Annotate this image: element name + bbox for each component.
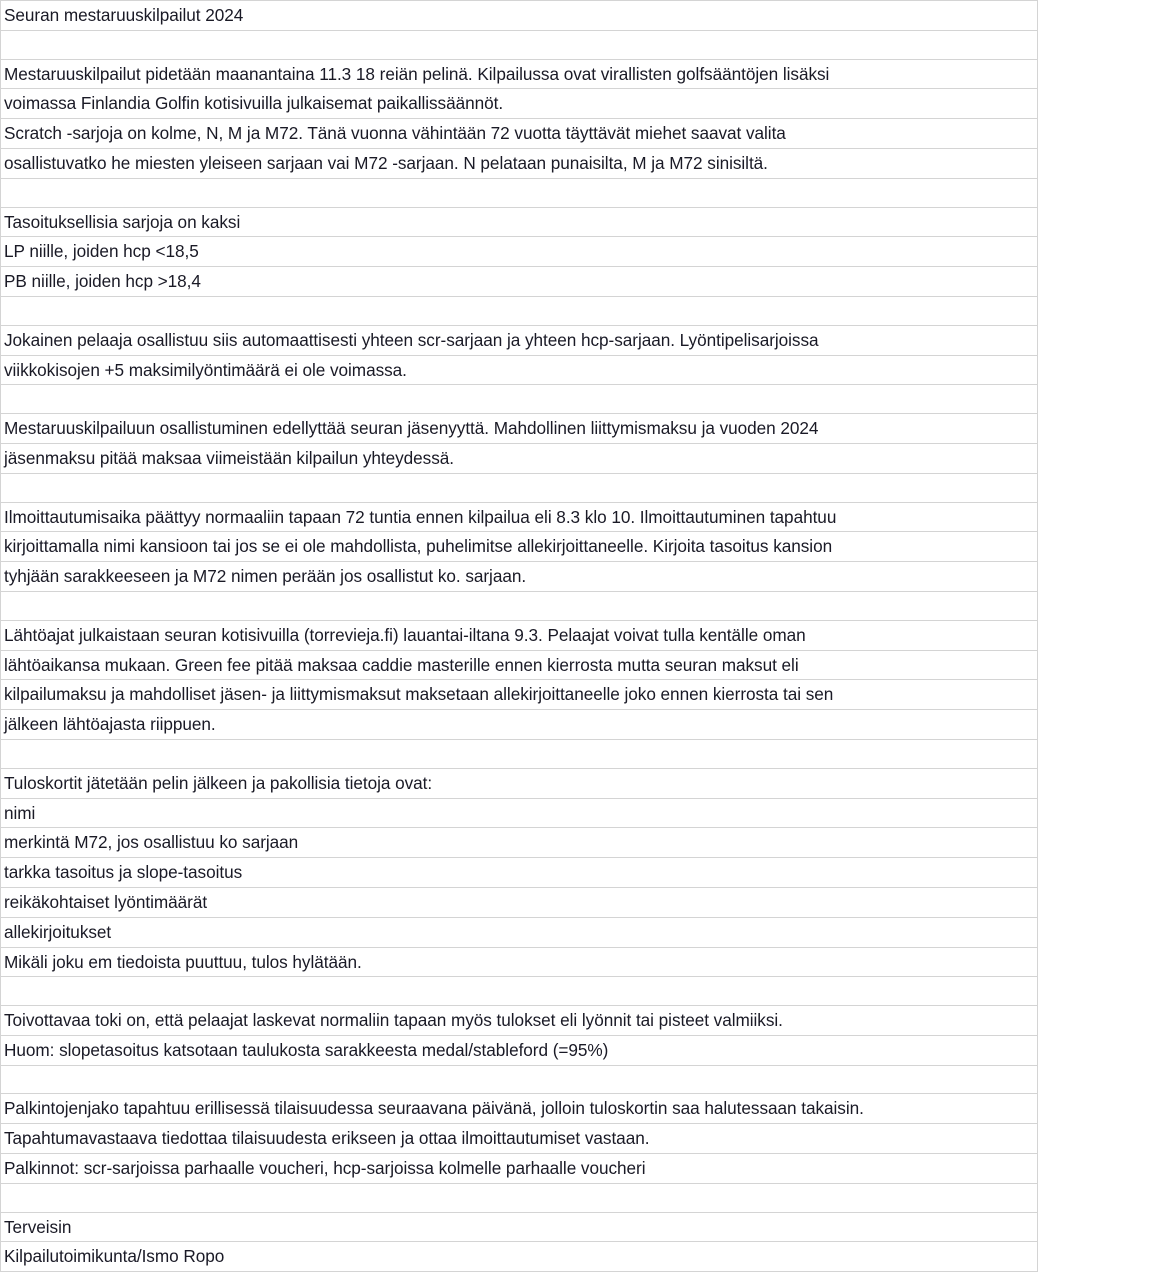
cell-text: Tasoituksellisia sarjoja on kaksi: [4, 211, 241, 232]
sheet-row: [1, 947, 1038, 977]
sheet-cell[interactable]: [1, 710, 1038, 740]
sheet-cell[interactable]: [1, 562, 1038, 592]
sheet-cell[interactable]: [1, 355, 1038, 385]
sheet-cell[interactable]: [1, 148, 1038, 178]
sheet-row: [1, 89, 1038, 119]
sheet-row: [1, 148, 1038, 178]
cell-text: Ilmoittautumisaika päättyy normaaliin tapaan 72 tuntia ennen kilpailua eli 8.3 klo 10. Ilmoittautuminen tapahtuu: [4, 506, 837, 527]
cell-text: Kilpailutoimikunta/Ismo Ropo: [4, 1246, 225, 1267]
sheet-row: [1, 1006, 1038, 1036]
sheet-row: [1, 59, 1038, 89]
sheet-row: [1, 739, 1038, 768]
sheet-row: [1, 207, 1038, 237]
sheet-row: [1, 119, 1038, 149]
sheet-cell[interactable]: [1, 768, 1038, 798]
sheet-row: [1, 1094, 1038, 1124]
sheet-cell-empty[interactable]: [1, 30, 1038, 59]
sheet-cell-empty[interactable]: [1, 977, 1038, 1006]
sheet-row: [1, 650, 1038, 680]
sheet-row: [1, 710, 1038, 740]
cell-text: Scratch -sarjoja on kolme, N, M ja M72. Tänä vuonna vähintään 72 vuotta täyttävät miehet saavat valita: [4, 123, 786, 144]
sheet-cell[interactable]: [1, 887, 1038, 917]
cell-text: Mestaruuskilpailuun osallistuminen edellyttää seuran jäsenyyttä. Mahdollinen liittymismaksu ja vuoden 2024: [4, 418, 819, 439]
sheet-cell[interactable]: [1, 502, 1038, 532]
cell-text: LP niille, joiden hcp <18,5: [4, 241, 199, 262]
sheet-row: [1, 828, 1038, 858]
sheet-cell[interactable]: [1, 1094, 1038, 1124]
sheet-cell[interactable]: [1, 858, 1038, 888]
sheet-cell[interactable]: [1, 1006, 1038, 1036]
sheet-row: [1, 977, 1038, 1006]
sheet-row: [1, 887, 1038, 917]
cell-text: kilpailumaksu ja mahdolliset jäsen- ja liittymismaksut maksetaan allekirjoittaneelle joko ennen kierrosta tai sen: [4, 684, 834, 705]
cell-text: jäsenmaksu pitää maksaa viimeistään kilpailun yhteydessä.: [4, 447, 454, 468]
cell-text: nimi: [4, 802, 36, 823]
sheet-cell[interactable]: [1, 267, 1038, 297]
sheet-row: [1, 680, 1038, 710]
sheet-row: [1, 858, 1038, 888]
sheet-cell-empty[interactable]: [1, 385, 1038, 414]
cell-text: allekirjoitukset: [4, 921, 112, 942]
sheet-cell-empty[interactable]: [1, 739, 1038, 768]
sheet-cell[interactable]: [1, 1124, 1038, 1154]
sheet-cell[interactable]: [1, 443, 1038, 473]
sheet-row: [1, 917, 1038, 947]
sheet-cell[interactable]: [1, 1154, 1038, 1184]
sheet-row: [1, 1065, 1038, 1094]
sheet-row: [1, 768, 1038, 798]
sheet-row: [1, 1124, 1038, 1154]
sheet-row: [1, 237, 1038, 267]
sheet-cell-empty[interactable]: [1, 1065, 1038, 1094]
sheet-cell-empty[interactable]: [1, 1183, 1038, 1212]
sheet-row: [1, 325, 1038, 355]
sheet-cell[interactable]: [1, 798, 1038, 828]
cell-text: viikkokisojen +5 maksimilyöntimäärä ei ole voimassa.: [4, 359, 407, 380]
sheet-grid-body: [1, 1, 1038, 1272]
sheet-row: [1, 296, 1038, 325]
cell-text: Tapahtumavastaava tiedottaa tilaisuudesta erikseen ja ottaa ilmoittautumiset vastaan.: [4, 1128, 650, 1149]
sheet-row: [1, 620, 1038, 650]
sheet-cell[interactable]: [1, 532, 1038, 562]
sheet-row: [1, 443, 1038, 473]
sheet-row: [1, 178, 1038, 207]
sheet-cell[interactable]: [1, 947, 1038, 977]
sheet-cell[interactable]: [1, 89, 1038, 119]
cell-text: PB niille, joiden hcp >18,4: [4, 271, 201, 292]
sheet-cell[interactable]: [1, 1242, 1038, 1272]
sheet-row: [1, 355, 1038, 385]
cell-text: Toivottavaa toki on, että pelaajat laskevat normaliin tapaan myös tulokset eli lyönnit tai pisteet valmiiksi.: [4, 1010, 783, 1031]
sheet-cell[interactable]: [1, 1035, 1038, 1065]
sheet-row: [1, 591, 1038, 620]
sheet-cell-empty[interactable]: [1, 591, 1038, 620]
cell-text: Lähtöajat julkaistaan seuran kotisivuilla (torrevieja.fi) lauantai-iltana 9.3. Pelaajat voivat tulla kentälle oman: [4, 624, 806, 645]
sheet-row: [1, 30, 1038, 59]
sheet-cell[interactable]: [1, 1, 1038, 31]
sheet-cell[interactable]: [1, 325, 1038, 355]
sheet-row: [1, 473, 1038, 502]
sheet-cell[interactable]: [1, 650, 1038, 680]
sheet-cell-empty[interactable]: [1, 296, 1038, 325]
cell-text: kirjoittamalla nimi kansioon tai jos se ei ole mahdollista, puhelimitse allekirjoittaneelle. Kirjoita tasoitus kansion: [4, 536, 833, 557]
sheet-cell[interactable]: [1, 414, 1038, 444]
cell-text: Jokainen pelaaja osallistuu siis automaattisesti yhteen scr-sarjaan ja yhteen hcp-sarjaan. Lyöntipelisarjoissa: [4, 329, 819, 350]
sheet-row: [1, 532, 1038, 562]
sheet-row: [1, 562, 1038, 592]
cell-text: Terveisin: [4, 1216, 72, 1237]
sheet-cell[interactable]: [1, 1212, 1038, 1242]
sheet-cell[interactable]: [1, 207, 1038, 237]
sheet-cell[interactable]: [1, 828, 1038, 858]
sheet-row: [1, 1154, 1038, 1184]
cell-text: Seuran mestaruuskilpailut 2024: [4, 5, 244, 25]
cell-text: voimassa Finlandia Golfin kotisivuilla julkaisemat paikallissäännöt.: [4, 93, 504, 114]
cell-text: jälkeen lähtöajasta riippuen.: [4, 714, 216, 735]
sheet-row: [1, 414, 1038, 444]
sheet-cell[interactable]: [1, 680, 1038, 710]
sheet-row: [1, 1242, 1038, 1272]
sheet-cell[interactable]: [1, 917, 1038, 947]
cell-text: Palkintojenjako tapahtuu erillisessä tilaisuudessa seuraavana päivänä, jolloin tuloskortin saa halutessaan takaisin.: [4, 1098, 864, 1119]
sheet-row: [1, 1, 1038, 31]
cell-text: Mikäli joku em tiedoista puuttuu, tulos hylätään.: [4, 951, 362, 972]
cell-text: tarkka tasoitus ja slope-tasoitus: [4, 862, 243, 883]
sheet-cell[interactable]: [1, 237, 1038, 267]
sheet-cell-empty[interactable]: [1, 178, 1038, 207]
sheet-cell-empty[interactable]: [1, 473, 1038, 502]
cell-text: merkintä M72, jos osallistuu ko sarjaan: [4, 832, 299, 853]
sheet-cell[interactable]: [1, 119, 1038, 149]
sheet-cell[interactable]: [1, 620, 1038, 650]
sheet-row: [1, 798, 1038, 828]
sheet-cell[interactable]: [1, 59, 1038, 89]
sheet-row: [1, 1183, 1038, 1212]
sheet-row: [1, 1035, 1038, 1065]
sheet-row: [1, 267, 1038, 297]
cell-text: Mestaruuskilpailut pidetään maanantaina 11.3 18 reiän pelinä. Kilpailussa ovat virallisten golfsääntöjen lisäksi: [4, 63, 830, 84]
cell-text: Huom: slopetasoitus katsotaan taulukosta sarakkeesta medal/stableford (=95%): [4, 1039, 609, 1060]
sheet-row: [1, 1212, 1038, 1242]
cell-text: tyhjään sarakkeeseen ja M72 nimen perään jos osallistut ko. sarjaan.: [4, 566, 527, 587]
sheet-row: [1, 385, 1038, 414]
cell-text: reikäkohtaiset lyöntimäärät: [4, 891, 208, 912]
cell-text: Palkinnot: scr-sarjoissa parhaalle voucheri, hcp-sarjoissa kolmelle parhaalle voucheri: [4, 1158, 646, 1179]
cell-text: osallistuvatko he miesten yleiseen sarjaan vai M72 -sarjaan. N pelataan punaisilta, M ja M72 sinisiltä.: [4, 152, 768, 173]
cell-text: Tuloskortit jätetään pelin jälkeen ja pakollisia tietoja ovat:: [4, 772, 433, 793]
cell-text: lähtöaikansa mukaan. Green fee pitää maksaa caddie masterille ennen kierrosta mutta seuran maksut eli: [4, 654, 799, 675]
sheet-row: [1, 502, 1038, 532]
